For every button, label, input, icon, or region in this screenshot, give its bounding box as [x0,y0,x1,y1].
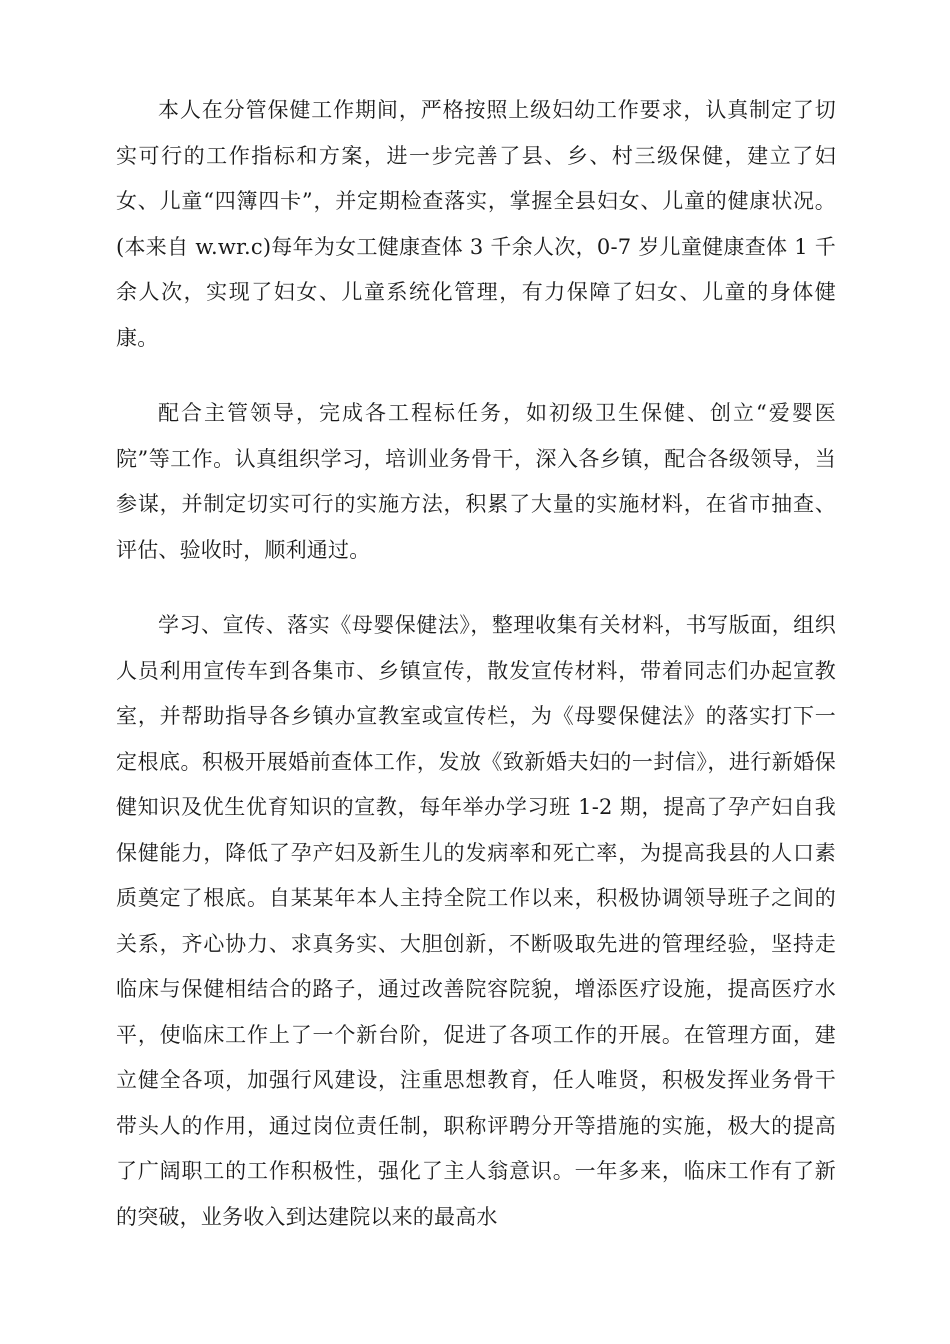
paragraph-project-tasks: 配合主管领导，完成各工程标任务，如初级卫生保健、创立“爱婴医院”等工作。认真组织学习，培训业务骨干，深入各乡镇，配合各级领导，当参谋，并制定切实可行的实施方法，积累了大量的实施材料，在省市抽查、评估、验收时，顺利通过。 [116,401,836,562]
paragraph-health-care-management: 本人在分管保健工作期间，严格按照上级妇幼工作要求，认真制定了切实可行的工作指标和方案，进一步完善了县、乡、村三级保健，建立了妇女、儿童“四簿四卡”，并定期检查落实，掌握全县妇女、儿童的健康状况。(本来自 w.wr.c)每年为女工健康查体 3 千余人次，0-7 岁儿童健康查体 1 千余人次，实现了妇女、儿童系统化管理，有力保障了妇女、儿童的身体健康。 [116,98,836,350]
paragraph-maternal-law-and-hospital-work: 学习、宣传、落实《母婴保健法》，整理收集有关材料，书写版面，组织人员利用宣传车到各集市、乡镇宣传，散发宣传材料，带着同志们办起宣教室，并帮助指导各乡镇办宣教室或宣传栏，为《母婴保健法》的落实打下一定根底。积极开展婚前查体工作，发放《致新婚夫妇的一封信》，进行新婚保健知识及优生优育知识的宣教，每年举办学习班 1-2 期，提高了孕产妇自我保健能力，降低了孕产妇及新生儿的发病率和死亡率，为提高我县的人口素质奠定了根底。自某某年本人主持全院工作以来，积极协调领导班子之间的关系，齐心协力、求真务实、大胆创新，不断吸取先进的管理经验，坚持走临床与保健相结合的路子，通过改善院容院貌，增添医疗设施，提高医疗水平，使临床工作上了一个新台阶，促进了各项工作的开展。在管理方面，建立健全各项，加强行风建设，注重思想教育，任人唯贤，积极发挥业务骨干带头人的作用，通过岗位责任制，职称评聘分开等措施的实施，极大的提高了广阔职工的工作积极性，强化了主人翁意识。一年多来，临床工作有了新的突破，业务收入到达建院以来的最高水 [116,613,836,1229]
document-body [116,88,836,1270]
